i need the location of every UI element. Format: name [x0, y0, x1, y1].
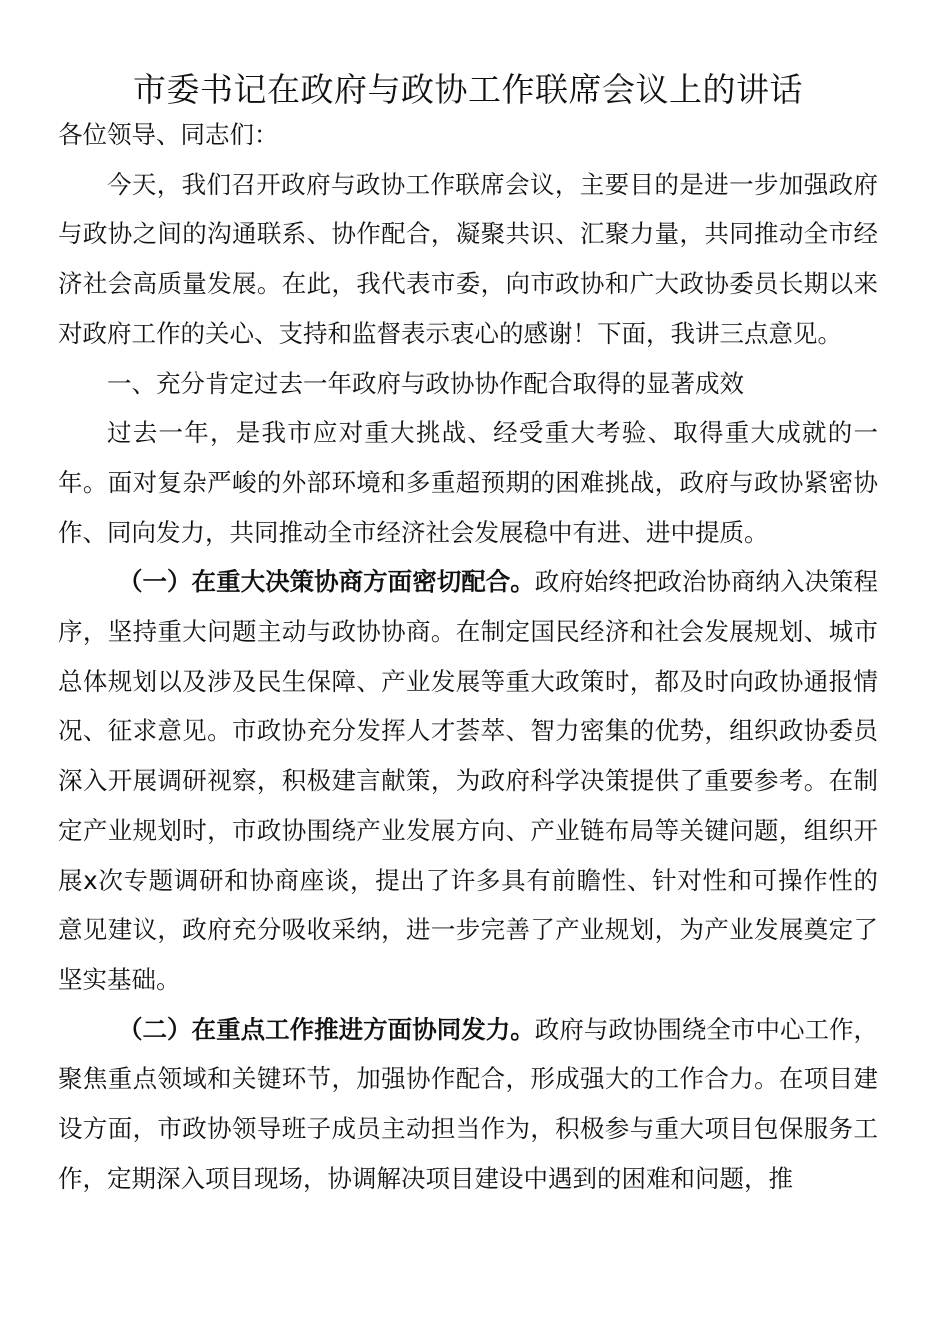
subsection-1-paragraph [58, 557, 878, 1004]
salutation: 各位领导、同志们： [58, 120, 279, 149]
subsection-2-heading: （二）在重点工作推进方面协同发力。 [118, 1014, 535, 1044]
subsection-1-heading: （一）在重大决策协商方面密切配合。 [118, 567, 535, 597]
document-page [58, 60, 878, 1203]
subsection-1-body: 政府始终把政治协商纳入决策程序，坚持重大问题主动与政协协商。在制定国民经济和社会发展规划、城市总体规划以及涉及民生保障、产业发展等重大政策时，都及时向政协通报情况、征求意见。市政协充分发挥人才荟萃、智力密集的优势，组织政协委员深入开展调研视察，积极建言献策，为政府科学决策提供了重要参考。在制定产业规划时，市政协围绕产业发展方向、产业链布局等关键问题，组织开展x次专题调研和协商座谈，提出了许多具有前瞻性、针对性和可操作性的意见建议，政府充分吸收采纳，进一步完善了产业规划，为产业发展奠定了坚实基础。 [58, 567, 879, 994]
intro-paragraph: 今天，我们召开政府与政协工作联席会议，主要目的是进一步加强政府与政协之间的沟通联系、协作配合，凝聚共识、汇聚力量，共同推动全市经济社会高质量发展。在此，我代表市委，向市政协和广大政协委员长期以来对政府工作的关心、支持和监督表示衷心的感谢！下面，我讲三点意见。 [58, 169, 878, 348]
document-title: 市委书记在政府与政协工作联席会议上的讲话 [133, 70, 803, 109]
section-1-heading: 一、充分肯定过去一年政府与政协协作配合取得的显著成效 [107, 368, 744, 398]
subsection-2-paragraph [58, 1005, 878, 1204]
section-1-paragraph: 过去一年，是我市应对重大挑战、经受重大考验、取得重大成就的一年。面对复杂严峻的外部环境和多重超预期的困难挑战，政府与政协紧密协作、同向发力，共同推动全市经济社会发展稳中有进、进中提质。 [58, 418, 878, 547]
subsection-2-body: 政府与政协围绕全市中心工作，聚焦重点领域和关键环节，加强协作配合，形成强大的工作合力。在项目建设方面，市政协领导班子成员主动担当作为，积极参与重大项目包保服务工作，定期深入项目现场，协调解决项目建设中遇到的困难和问题，推 [58, 1014, 879, 1193]
